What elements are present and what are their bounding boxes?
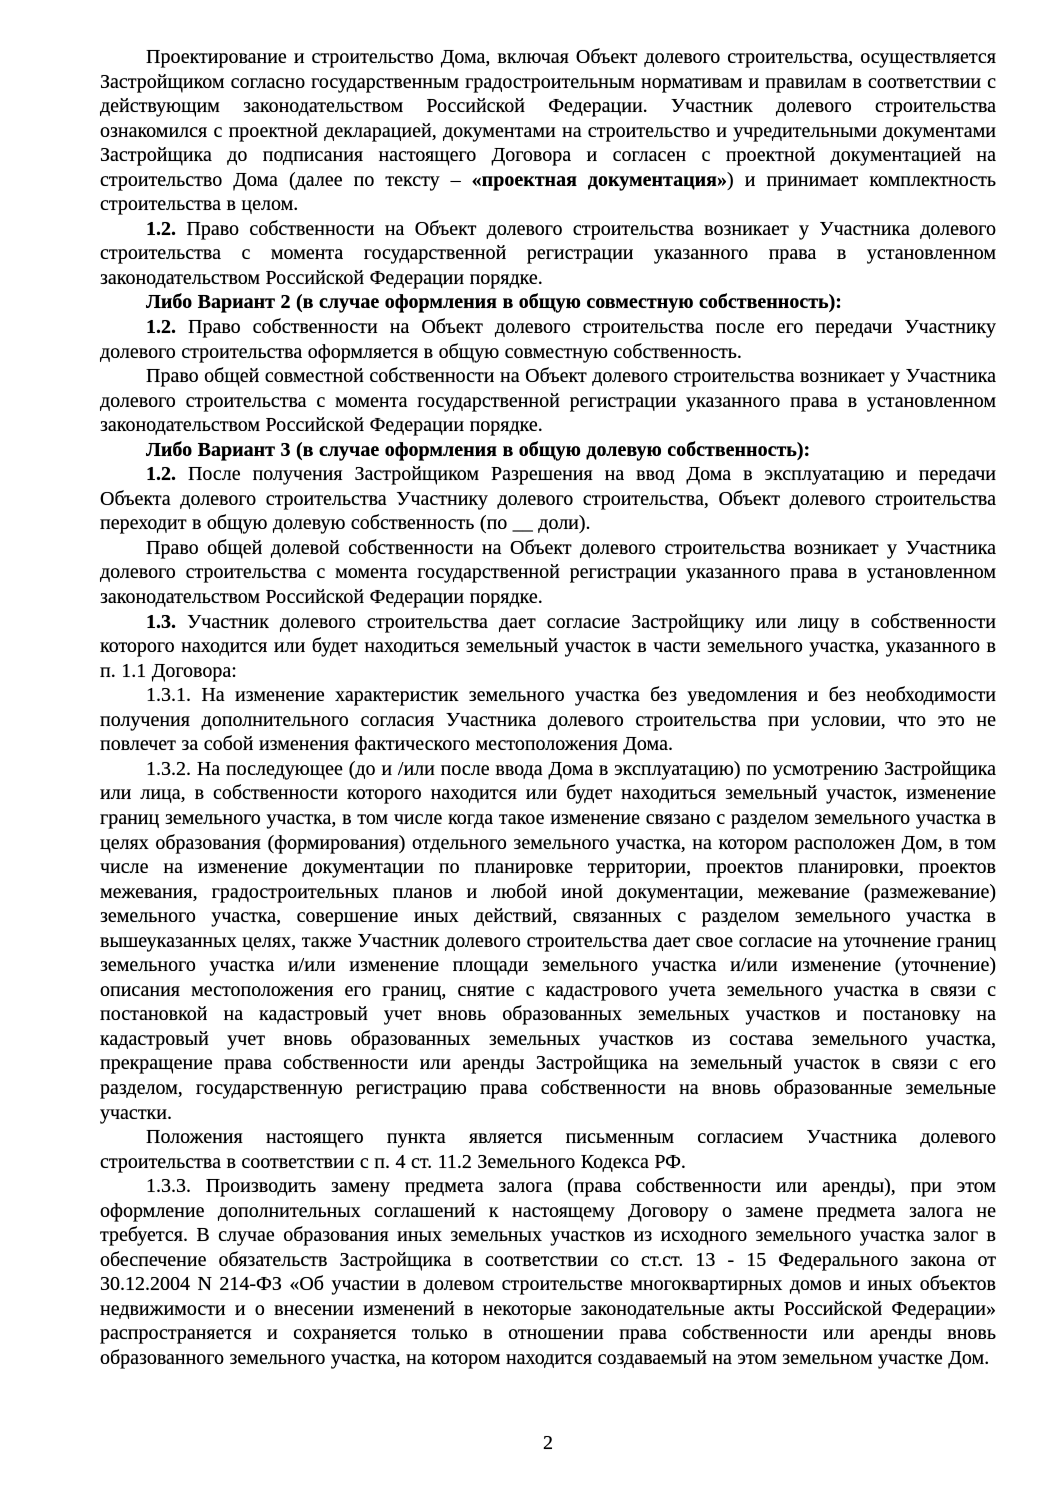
page-number: 2 — [543, 1432, 553, 1454]
text-run: 1.3.2. На последующее (до и /или после ввода Дома в эксплуатацию) по усмотрению Застройщика или лица, в собственности которого находится или будет находиться земельный участок, изменение границ земельного участка, в том числе когда такое изменение связано с разделом земельного участка в целях образования (формирования) отдельного земельного участка, на котором расположен Дом, в том числе на изменение документации по планировке территории, проектов планировки, проектов межевания, градостроительных планов и любой иной документации, межевание (размежевание) земельного участка, совершение иных действий, связанных с разделом земельного участка в вышеуказанных целях, также Участник долевого строительства дает свое согласие на уточнение границ земельного участка и/или изменение площади земельного участка и/или изменение (уточнение) описания местоположения его границ, снятие с кадастрового учета земельного участка в связи с постановкой на кадастровый учет вновь образованных земельных участков и постановку на кадастровый учет вновь образованных земельных участков из состава земельного участка, прекращение права собственности или аренды Застройщика на земельный участок в связи с его разделом, государственную регистрацию права собственности на вновь образованные земельные участки. — [100, 757, 996, 1124]
bold-text-run: 1.2. — [146, 463, 176, 486]
bold-text-run: Либо Вариант 3 (в случае оформления в общую долевую собственность): — [146, 438, 811, 461]
clause-1-3-3 — [100, 1174, 996, 1370]
text-run: Право собственности на Объект долевого строительства возникает у Участника долевого строительства с момента государственной регистрации указанного права в установленном законодательством Российской Федерации порядке. — [100, 217, 996, 289]
bold-text-run: 1.2. — [146, 217, 176, 240]
heading-variant-2 — [100, 290, 996, 315]
clause-1-2-variant-3 — [100, 462, 996, 536]
clause-1-2-variant-3-continued — [100, 536, 996, 610]
text-run: Участник долевого строительства дает согласие Застройщику или лицу в собственности которого находится или будет находиться земельный участок в части земельного участка, указанного в п. 1.1 Договора: — [100, 610, 996, 682]
text-run: 1.3.3. Производить замену предмета залога (права собственности или аренды), при этом оформление дополнительных соглашений к настоящему Договору о замене предмета залога не требуется. В случае образования иных земельных участков из исходного земельного участка залог в обеспечение обязательств Застройщика в соответствии со ст.ст. 13 - 15 Федерального закона от 30.12.2004 N 214-ФЗ «Об участии в долевом строительстве многоквартирных домов и иных объектов недвижимости и о внесении изменений в некоторые законодательные акты Российской Федерации» распространяется и сохраняется только в отношении права собственности или аренды вновь образованного земельного участка, на котором находится создаваемый на этом земельном участке Дом. — [100, 1175, 996, 1369]
text-run: 1.3.1. На изменение характеристик земельного участка без уведомления и без необходимости получения дополнительного согласия Участника долевого строительства при условии, что это не повлечет за собой изменения фактического местоположения Дома. — [100, 684, 996, 756]
intro-design-construction — [100, 45, 996, 217]
clause-1-2-variant-2 — [100, 315, 996, 364]
clause-1-3-2-note — [100, 1125, 996, 1174]
clause-1-3-1 — [100, 683, 996, 757]
text-run: Право общей долевой собственности на Объект долевого строительства возникает у Участника долевого строительства с момента государственной регистрации указанного права в установленном законодательством Российской Федерации порядке. — [100, 536, 996, 609]
text-run: Проектирование и строительство Дома, включая Объект долевого строительства, осуществляется Застройщиком согласно государственным градостроительным нормативам и правилам в соответствии с действующим законодательством Российской Федерации. Участник долевого строительства ознакомился с проектной декларацией, документами на строительство и учредительными документами Застройщика до подписания настоящего Договора и согласен с проектной документацией на строительство Дома (далее по тексту – — [100, 46, 996, 191]
bold-text-run: 1.2. — [146, 316, 176, 339]
bold-text-run: «проектная документация» — [471, 168, 727, 191]
document-page — [100, 45, 996, 1371]
clause-1-2-variant-1 — [100, 217, 996, 291]
text-run: Положения настоящего пункта является письменным согласием Участника долевого строительства в соответствии с п. 4 ст. 11.2 Земельного Кодекса РФ. — [100, 1126, 996, 1173]
clause-1-3 — [100, 610, 996, 684]
bold-text-run: Либо Вариант 2 (в случае оформления в общую совместную собственность): — [146, 291, 842, 314]
text-run: Право общей совместной собственности на Объект долевого строительства возникает у Участника долевого строительства с момента государственной регистрации указанного права в установленном законодательством Российской Федерации порядке. — [100, 365, 996, 437]
text-run: После получения Застройщиком Разрешения на ввод Дома в эксплуатацию и передачи Объекта долевого строительства Участнику долевого строительства, Объект долевого строительства переходит в общую долевую собственность (по __ доли). — [100, 463, 996, 535]
clause-1-3-2 — [100, 757, 996, 1125]
heading-variant-3 — [100, 438, 996, 463]
text-run: Право собственности на Объект долевого строительства после его передачи Участнику долевого строительства оформляется в общую совместную собственность. — [100, 316, 996, 363]
text-run: ) и принимает комплектность строительства в целом. — [100, 168, 996, 216]
bold-text-run: 1.3. — [146, 610, 176, 633]
clause-1-2-variant-2-continued — [100, 364, 996, 438]
